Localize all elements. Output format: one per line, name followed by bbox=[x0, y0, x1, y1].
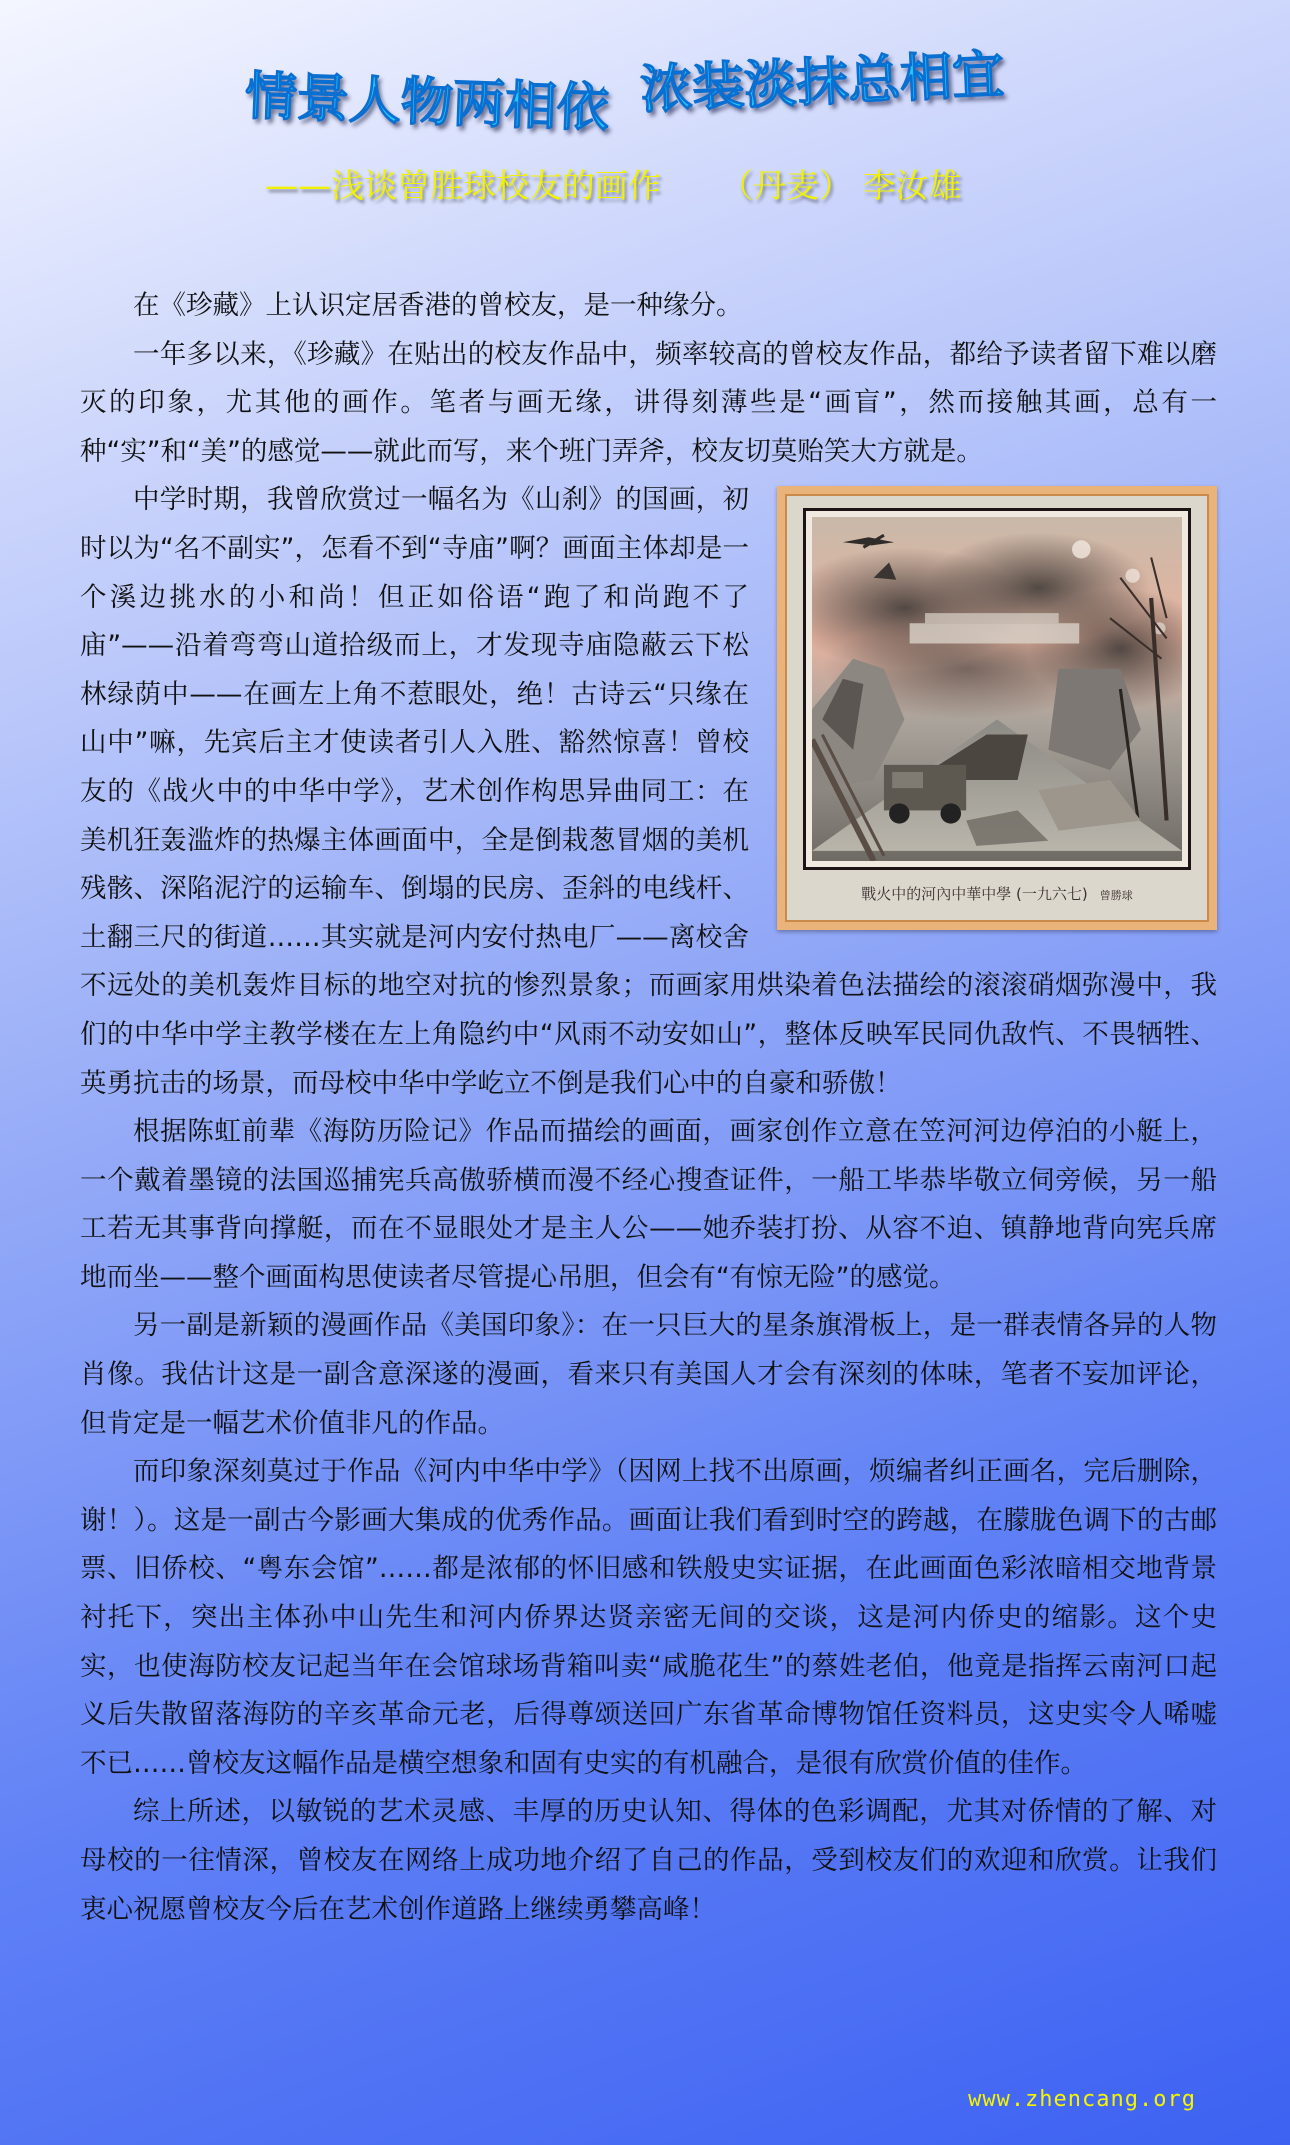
painting-caption bbox=[803, 884, 1191, 906]
author-byline: （丹麦） 李汝雄 bbox=[720, 166, 962, 205]
painting-figure bbox=[777, 486, 1217, 930]
paragraph-1: 在《珍藏》上认识定居香港的曾校友，是一种缘分。 bbox=[133, 290, 743, 321]
paragraph-7: 综上所述，以敏锐的艺术灵感、丰厚的历史认知、得体的色彩调配，尤其对侨情的了解、对母校的一往情深，曾校友在网络上成功地介绍了自己的作品，受到校友们的欢迎和欣赏。让我们衷心祝愿曾校友今后在艺术创作道路上继续勇攀高峰！ bbox=[80, 1796, 1217, 1925]
paragraph-4: 根据陈虹前辈《海防历险记》作品而描绘的画面，画家创作立意在笠河河边停泊的小艇上，一个戴着墨镜的法国巡捕宪兵高傲骄横而漫不经心搜查证件，一船工毕恭毕敬立伺旁候，另一船工若无其事背向撑艇，而在不显眼处才是主人公——她乔装打扮、从容不迫、镇静地背向宪兵席地而坐——整个画面构思使读者尽管提心吊胆，但会有“有惊无险”的感觉。 bbox=[80, 1116, 1217, 1293]
painting-frame bbox=[803, 508, 1191, 870]
title-left: 情景人物两相依 bbox=[243, 66, 610, 140]
caption-signature: 曾勝球 bbox=[1099, 889, 1133, 903]
title-right: 浓装淡抹总相宜 bbox=[639, 45, 1006, 121]
article-body bbox=[80, 282, 1217, 1934]
site-watermark: www.zhencang.org bbox=[968, 2087, 1196, 2112]
paragraph-3: 中学时期，我曾欣赏过一幅名为《山刹》的国画，初时以为“名不副实”，怎看不到“寺庙”啊？画面主体却是一个溪边挑水的小和尚！但正如俗语“跑了和尚跑不了庙”——沿着弯弯山道拾级而上，才发现寺庙隐蔽云下松林绿荫中——在画左上角不惹眼处，绝！古诗云“只缘在山中”嘛，先宾后主才使读者引人入胜、豁然惊喜！曾校友的《战火中的中华中学》，艺术创作构思异曲同工：在美机狂轰滥炸的热爆主体画面中，全是倒栽葱冒烟的美机残骸、深陷泥泞的运输车、倒塌的民房、歪斜的电线杆、土翻三尺的街道……其实就是河内安付热电厂——离校舍不远处的美机轰炸目标的地空对抗的惨烈景象；而画家用烘染着色法描绘的滚滚硝烟弥漫中，我们的中华中学主教学楼在左上角隐约中“风雨不动安如山”，整体反映军民同仇敌忾、不畏牺牲、英勇抗击的场景，而母校中华中学屹立不倒是我们心中的自豪和骄傲！ bbox=[80, 484, 1217, 1099]
paragraph-5: 另一副是新颖的漫画作品《美国印象》：在一只巨大的星条旗滑板上，是一群表情各异的人物肖像。我估计这是一副含意深遂的漫画，看来只有美国人才会有深刻的体味，笔者不妄加评论，但肯定是一幅艺术价值非凡的作品。 bbox=[80, 1310, 1217, 1439]
paragraph-6: 而印象深刻莫过于作品《河内中华中学》（因网上找不出原画，烦编者纠正画名，完后删除，谢！）。这是一副古今影画大集成的优秀作品。画面让我们看到时空的跨越，在朦胧色调下的古邮票、旧侨校、“粤东会馆”……都是浓郁的怀旧感和铁般史实证据，在此画面色彩浓暗相交地背景衬托下，突出主体孙中山先生和河内侨界达贤亲密无间的交谈，这是河内侨史的缩影。这个史实，也使海防校友记起当年在会馆球场背箱叫卖“咸脆花生”的蔡姓老伯，他竟是指挥云南河口起义后失散留落海防的辛亥革命元老，后得尊颂送回广东省革命博物馆任资料员，这史实令人唏嘘不已……曾校友这幅作品是横空想象和固有史实的有机融合，是很有欣赏价值的佳作。 bbox=[80, 1456, 1217, 1779]
caption-title: 戰火中的河內中華中學 (一九六七) bbox=[861, 885, 1088, 904]
painting-image bbox=[812, 517, 1182, 861]
paragraph-2: 一年多以来，《珍藏》在贴出的校友作品中，频率较高的曾校友作品，都给予读者留下难以磨灭的印象，尤其他的画作。笔者与画无缘，讲得刻薄些是“画盲”，然而接触其画，总有一种“实”和“美”的感觉——就此而写，来个班门弄斧，校友切莫贻笑大方就是。 bbox=[80, 338, 1217, 467]
subtitle: ——浅谈曾胜球校友的画作 bbox=[265, 166, 661, 205]
